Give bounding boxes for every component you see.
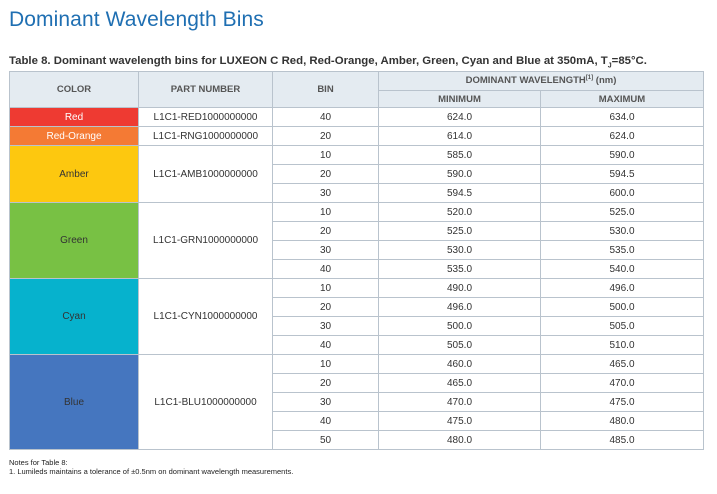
header-part-number: PART NUMBER [139, 72, 273, 108]
minimum-cell: 535.0 [379, 260, 541, 279]
notes-title: Notes for Table 8: [9, 458, 68, 467]
caption-subscript: J [607, 62, 612, 70]
part-number-cell: L1C1-RED1000000000 [139, 108, 273, 127]
table-row [10, 108, 704, 127]
table-body [10, 108, 704, 450]
maximum-cell: 624.0 [541, 127, 704, 146]
part-number-cell: L1C1-CYN1000000000 [139, 279, 273, 355]
minimum-cell: 525.0 [379, 222, 541, 241]
table-row [10, 203, 704, 222]
footnote-ref: [1] [585, 75, 594, 82]
header-minimum: MINIMUM [379, 91, 541, 108]
table-row [10, 146, 704, 165]
header-bin: BIN [273, 72, 379, 108]
minimum-cell: 614.0 [379, 127, 541, 146]
maximum-cell: 594.5 [541, 165, 704, 184]
part-number-cell: L1C1-RNG1000000000 [139, 127, 273, 146]
bin-cell: 10 [273, 355, 379, 374]
minimum-cell: 496.0 [379, 298, 541, 317]
header-maximum: MAXIMUM [541, 91, 704, 108]
table-header-row [10, 72, 704, 91]
bin-cell: 20 [273, 298, 379, 317]
header-color: COLOR [10, 72, 139, 108]
minimum-cell: 460.0 [379, 355, 541, 374]
header-dominant-wavelength-label: DOMINANT WAVELENGTH [465, 75, 586, 87]
maximum-cell: 480.0 [541, 412, 704, 431]
maximum-cell: 500.0 [541, 298, 704, 317]
bin-cell: 40 [273, 108, 379, 127]
maximum-cell: 470.0 [541, 374, 704, 393]
bin-cell: 40 [273, 260, 379, 279]
wavelength-bins-table [9, 71, 704, 450]
caption-tail: =85°C. [611, 55, 647, 67]
color-cell: Cyan [10, 279, 139, 355]
table-row [10, 127, 704, 146]
bin-cell: 30 [273, 393, 379, 412]
minimum-cell: 530.0 [379, 241, 541, 260]
part-number-cell: L1C1-GRN1000000000 [139, 203, 273, 279]
color-cell: Green [10, 203, 139, 279]
minimum-cell: 590.0 [379, 165, 541, 184]
minimum-cell: 470.0 [379, 393, 541, 412]
bin-cell: 10 [273, 203, 379, 222]
maximum-cell: 496.0 [541, 279, 704, 298]
minimum-cell: 585.0 [379, 146, 541, 165]
maximum-cell: 510.0 [541, 336, 704, 355]
part-number-cell: L1C1-AMB1000000000 [139, 146, 273, 203]
header-dominant-wavelength-unit: (nm) [593, 75, 617, 87]
bin-cell: 10 [273, 279, 379, 298]
maximum-cell: 600.0 [541, 184, 704, 203]
minimum-cell: 520.0 [379, 203, 541, 222]
bin-cell: 20 [273, 222, 379, 241]
bin-cell: 30 [273, 241, 379, 260]
maximum-cell: 505.0 [541, 317, 704, 336]
bin-cell: 50 [273, 431, 379, 450]
color-cell: Red-Orange [10, 127, 139, 146]
table-row [10, 279, 704, 298]
header-dominant-wavelength [379, 72, 704, 91]
maximum-cell: 530.0 [541, 222, 704, 241]
minimum-cell: 500.0 [379, 317, 541, 336]
minimum-cell: 490.0 [379, 279, 541, 298]
bin-cell: 20 [273, 165, 379, 184]
maximum-cell: 475.0 [541, 393, 704, 412]
maximum-cell: 485.0 [541, 431, 704, 450]
color-cell: Amber [10, 146, 139, 203]
maximum-cell: 525.0 [541, 203, 704, 222]
bin-cell: 30 [273, 184, 379, 203]
notes-item: 1. Lumileds maintains a tolerance of ±0.5nm on dominant wavelength measurements. [9, 467, 294, 476]
bin-cell: 10 [273, 146, 379, 165]
color-cell: Red [10, 108, 139, 127]
table-caption [9, 55, 647, 69]
page-title: Dominant Wavelength Bins [9, 8, 264, 31]
bin-cell: 40 [273, 336, 379, 355]
maximum-cell: 535.0 [541, 241, 704, 260]
minimum-cell: 594.5 [379, 184, 541, 203]
part-number-cell: L1C1-BLU1000000000 [139, 355, 273, 450]
maximum-cell: 465.0 [541, 355, 704, 374]
bin-cell: 20 [273, 374, 379, 393]
maximum-cell: 540.0 [541, 260, 704, 279]
table-notes [9, 458, 293, 476]
minimum-cell: 480.0 [379, 431, 541, 450]
minimum-cell: 505.0 [379, 336, 541, 355]
maximum-cell: 590.0 [541, 146, 704, 165]
minimum-cell: 475.0 [379, 412, 541, 431]
color-cell: Blue [10, 355, 139, 450]
bin-cell: 20 [273, 127, 379, 146]
caption-main: Table 8. Dominant wavelength bins for LUXEON C Red, Red-Orange, Amber, Green, Cyan and Blue at 350mA, T [9, 55, 608, 67]
bin-cell: 30 [273, 317, 379, 336]
bin-cell: 40 [273, 412, 379, 431]
maximum-cell: 634.0 [541, 108, 704, 127]
minimum-cell: 465.0 [379, 374, 541, 393]
table-row [10, 355, 704, 374]
minimum-cell: 624.0 [379, 108, 541, 127]
